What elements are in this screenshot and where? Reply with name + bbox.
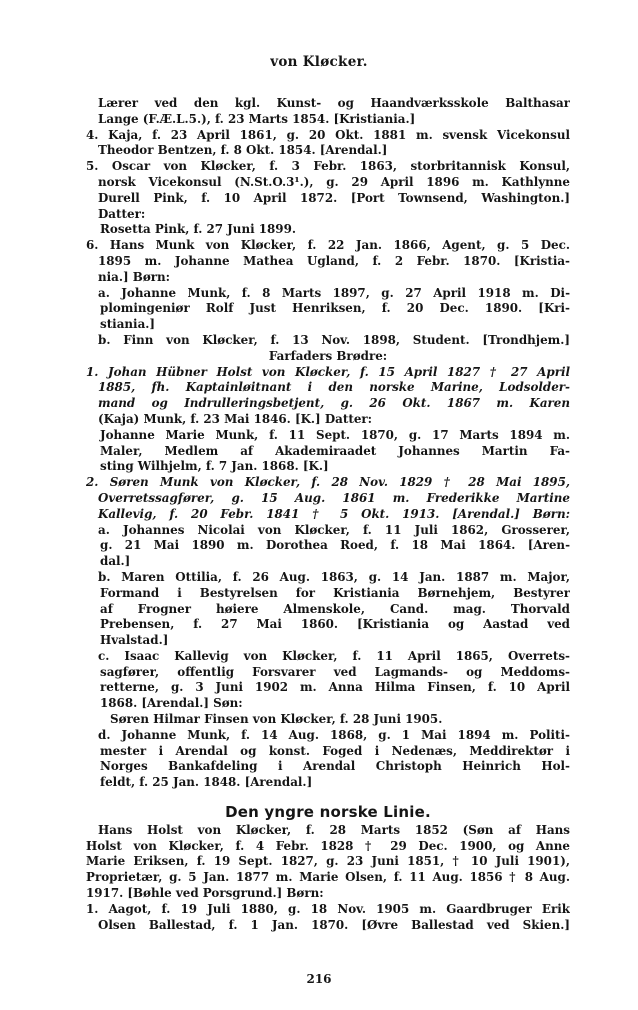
text-line: Rosetta Pink, f. 27 Juni 1899.	[100, 222, 296, 237]
text-line: b. Maren Ottilia, f. 26 Aug. 1863, g. 14 Jan. 1887 m. Major,	[98, 569, 570, 584]
text-line: Hvalstad.]	[100, 633, 169, 648]
text-line: 2. Søren Munk von Kløcker, f. 28 Nov. 1829 † 28 Mai 1895,	[86, 475, 570, 490]
entries-block	[86, 96, 570, 791]
text-line: Olsen Ballestad, f. 1 Jan. 1870. [Øvre Ballestad ved Skien.]	[98, 917, 570, 932]
text-line: b. Finn von Kløcker, f. 13 Nov. 1898, Student. [Trondhjem.]	[98, 332, 570, 347]
text-line: sting Wilhjelm, f. 7 Jan. 1868. [K.]	[100, 459, 329, 474]
text-line: 1885, fh. Kaptainløitnant i den norske Marine, Lodsolder-	[98, 380, 570, 395]
text-line: af Frogner høiere Almenskole, Cand. mag. Thorvald	[100, 601, 570, 616]
text-line: 1. Johan Hübner Holst von Kløcker, f. 15 April 1827 † 27 April	[86, 364, 570, 379]
text-line: (Kaja) Munk, f. 23 Mai 1846. [K.] Datter:	[98, 411, 373, 426]
text-line: Prebensen, f. 27 Mai 1860. [Kristiania og Aastad ved	[100, 617, 570, 632]
text-line: sagfører, offentlig Forsvarer ved Lagmands- og Meddoms-	[100, 664, 570, 679]
text-line: Maler, Medlem af Akademiraadet Johannes Martin Fa-	[100, 443, 570, 458]
text-line: mester i Arendal og konst. Foged i Nedenæs, Meddirektør i	[100, 743, 570, 758]
text-line: Kallevig, f. 20 Febr. 1841 † 5 Okt. 1913. [Arendal.] Børn:	[98, 506, 570, 521]
text-line: Durell Pink, f. 10 April 1872. [Port Townsend, Washington.]	[98, 190, 570, 205]
text-line: Overretssagfører, g. 15 Aug. 1861 m. Frederikke Martine	[98, 490, 570, 505]
genealogy-text	[86, 96, 570, 933]
text-line: nia.] Børn:	[98, 269, 171, 284]
text-line: 1895 m. Johanne Mathea Ugland, f. 2 Febr. 1870. [Kristia-	[98, 253, 570, 268]
text-line: Norges Bankafdeling i Arendal Christoph Heinrich Hol-	[100, 759, 570, 774]
text-line: Lærer ved den kgl. Kunst- og Haandværksskole Balthasar	[98, 96, 570, 110]
text-line: c. Isaac Kallevig von Kløcker, f. 11 April 1865, Overrets-	[98, 648, 570, 663]
text-line: Marie Eriksen, f. 19 Sept. 1827, g. 23 Juni 1851, † 10 Juli 1901),	[86, 854, 570, 869]
text-line: Johanne Marie Munk, f. 11 Sept. 1870, g. 17 Marts 1894 m.	[100, 427, 570, 442]
text-line: g. 21 Mai 1890 m. Dorothea Roed, f. 18 Mai 1864. [Aren-	[100, 538, 570, 553]
text-line: stiania.]	[100, 317, 156, 332]
text-line: plomingeniør Rolf Just Henriksen, f. 20 Dec. 1890. [Kri-	[100, 301, 570, 316]
text-line: 5. Oscar von Kløcker, f. 3 Febr. 1863, storbritannisk Konsul,	[86, 159, 570, 174]
section-heading: Den yngre norske Linie.	[225, 803, 431, 822]
section-entries-block	[86, 823, 570, 934]
page-number: 216	[306, 972, 332, 986]
text-line: 1868. [Arendal.] Søn:	[100, 696, 243, 711]
text-line: 1. Aagot, f. 19 Juli 1880, g. 18 Nov. 1905 m. Gaardbruger Erik	[86, 901, 570, 916]
text-line: retterne, g. 3 Juni 1902 m. Anna Hilma Finsen, f. 10 April	[100, 680, 570, 695]
text-line: Formand i Bestyrelsen for Kristiania Børnehjem, Bestyrer	[100, 585, 570, 600]
text-line: a. Johanne Munk, f. 8 Marts 1897, g. 27 April 1918 m. Di-	[98, 285, 570, 300]
running-header: von Kløcker.	[270, 54, 368, 70]
text-line: feldt, f. 25 Jan. 1848. [Arendal.]	[100, 775, 313, 790]
text-line: dal.]	[100, 554, 131, 569]
text-line: Hans Holst von Kløcker, f. 28 Marts 1852 (Søn af Hans	[98, 822, 570, 837]
text-line: Proprietær, g. 5 Jan. 1877 m. Marie Olsen, f. 11 Aug. 1856 † 8 Aug.	[86, 870, 570, 885]
text-line: Søren Hilmar Finsen von Kløcker, f. 28 Juni 1905.	[110, 712, 443, 727]
text-line: 4. Kaja, f. 23 April 1861, g. 20 Okt. 1881 m. svensk Vicekonsul	[86, 127, 570, 142]
text-line: Farfaders Brødre:	[268, 348, 388, 363]
text-line: Datter:	[98, 206, 146, 221]
text-line: d. Johanne Munk, f. 14 Aug. 1868, g. 1 Mai 1894 m. Politi-	[98, 727, 570, 742]
text-line: Lange (F.Æ.L.5.), f. 23 Marts 1854. [Kristiania.]	[98, 111, 416, 126]
text-line: 6. Hans Munk von Kløcker, f. 22 Jan. 1866, Agent, g. 5 Dec.	[86, 238, 570, 253]
text-line: mand og Indrulleringsbetjent, g. 26 Okt. 1867 m. Karen	[98, 396, 570, 411]
text-line: Holst von Kløcker, f. 4 Febr. 1828 † 29 Dec. 1900, og Anne	[86, 838, 570, 853]
text-line: norsk Vicekonsul (N.St.O.3¹.), g. 29 April 1896 m. Kathlynne	[98, 174, 570, 189]
text-line: a. Johannes Nicolai von Kløcker, f. 11 Juli 1862, Grosserer,	[98, 522, 570, 537]
text-line: 1917. [Bøhle ved Porsgrund.] Børn:	[86, 886, 324, 901]
text-line: Theodor Bentzen, f. 8 Okt. 1854. [Arendal.]	[98, 143, 388, 158]
